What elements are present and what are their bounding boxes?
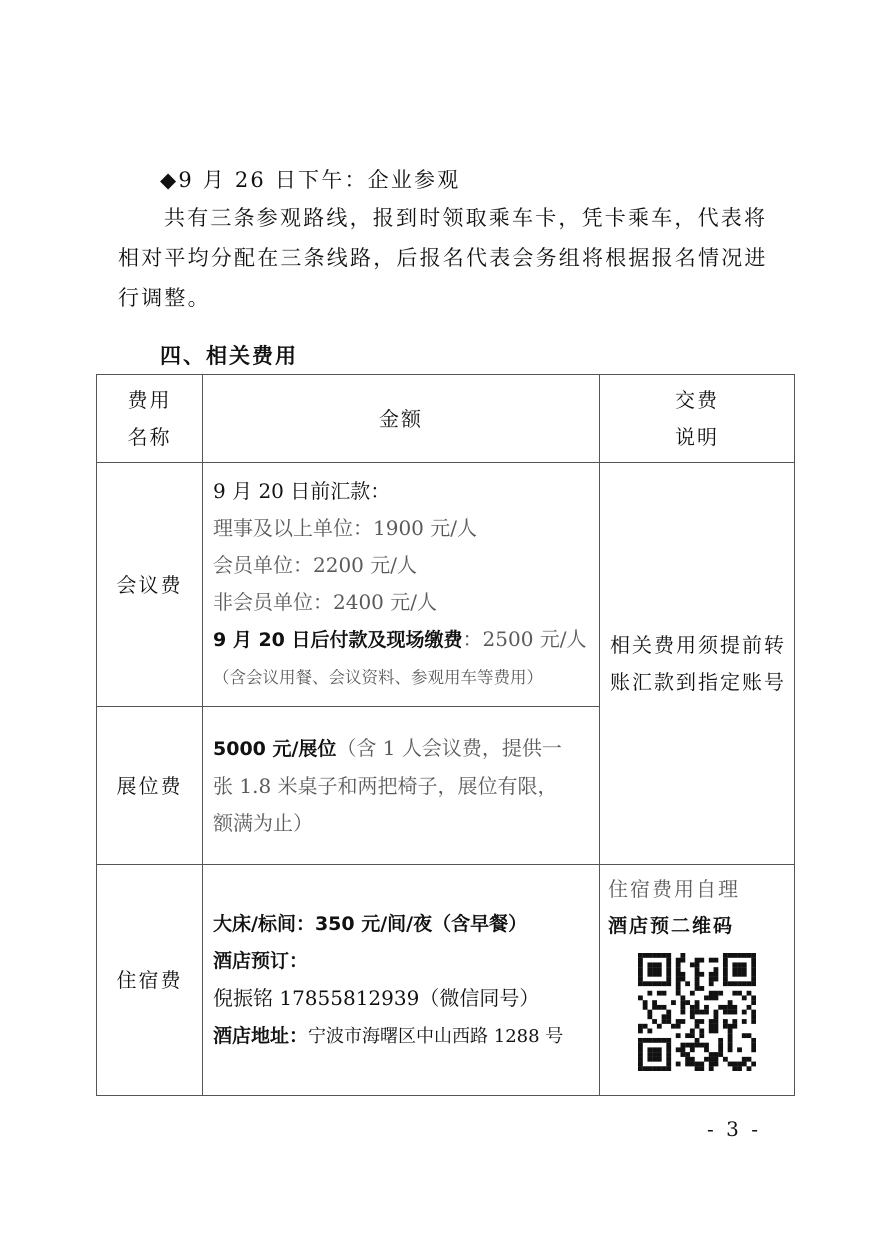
header-fee-name: 费用 名称 xyxy=(97,375,203,463)
header-amount: 金额 xyxy=(203,375,600,463)
meeting-price-director: 理事及以上单位：1900 元/人 xyxy=(213,516,477,540)
table-header-row xyxy=(97,375,795,463)
meeting-late-price: 9 月 20 日后付款及现场缴费：2500 元/人 xyxy=(213,627,587,651)
fee-table xyxy=(96,374,795,1096)
booth-detail-2: 张 1.8 米桌子和两把椅子，展位有限， xyxy=(213,773,558,798)
lodging-room-price: 大床/标间：350 元/间/夜（含早餐） xyxy=(213,912,528,935)
section-title: 四、相关费用 xyxy=(160,344,298,368)
lodging-address-label: 酒店地址： xyxy=(213,1024,309,1047)
booth-detail-3: 额满为止） xyxy=(213,810,313,835)
meeting-deadline: 9 月 20 日前汇款： xyxy=(213,479,391,503)
booth-price: 5000 元/展位 xyxy=(213,737,337,760)
payment-note: 相关费用须提前转账汇款到指定账号 xyxy=(600,463,795,865)
schedule-heading: ◆9 月 26 日下午：企业参观 xyxy=(160,168,461,192)
visit-paragraph: 共有三条参观路线，报到时领取乘车卡，凭卡乘车，代表将相对平均分配在三条线路，后报名代表会务组将根据报名情况进行调整。 xyxy=(118,206,768,310)
lodging-fee-name: 住宿费 xyxy=(97,865,203,1096)
meeting-fee-amount xyxy=(203,463,600,707)
lodging-contact: 倪振铭 17855812939（微信同号） xyxy=(213,985,540,1010)
hotel-qr-code-icon[interactable] xyxy=(638,953,756,1071)
page-number: - 3 - xyxy=(707,1117,761,1141)
lodging-address: 宁波市海曙区中山西路 1288 号 xyxy=(308,1025,564,1047)
table-row-meeting xyxy=(97,463,795,707)
meeting-includes: （含会议用餐、会议资料、参观用车等费用） xyxy=(213,668,543,687)
meeting-price-member: 会员单位：2200 元/人 xyxy=(213,553,417,577)
lodging-booking-label: 酒店预订： xyxy=(213,949,309,972)
table-row-lodging xyxy=(97,865,795,1096)
booth-fee-name: 展位费 xyxy=(97,707,203,865)
meeting-fee-name: 会议费 xyxy=(97,463,203,707)
meeting-price-nonmember: 非会员单位：2400 元/人 xyxy=(213,590,437,614)
lodging-note-line1: 住宿费用自理 xyxy=(608,877,740,901)
header-payment-note: 交费 说明 xyxy=(600,375,795,463)
lodging-fee-amount xyxy=(203,865,600,1096)
lodging-note-line2: 酒店预二维码 xyxy=(608,915,735,937)
booth-detail-1: （含 1 人会议费，提供一 xyxy=(336,735,562,760)
lodging-note xyxy=(600,865,795,1096)
booth-fee-amount xyxy=(203,707,600,865)
